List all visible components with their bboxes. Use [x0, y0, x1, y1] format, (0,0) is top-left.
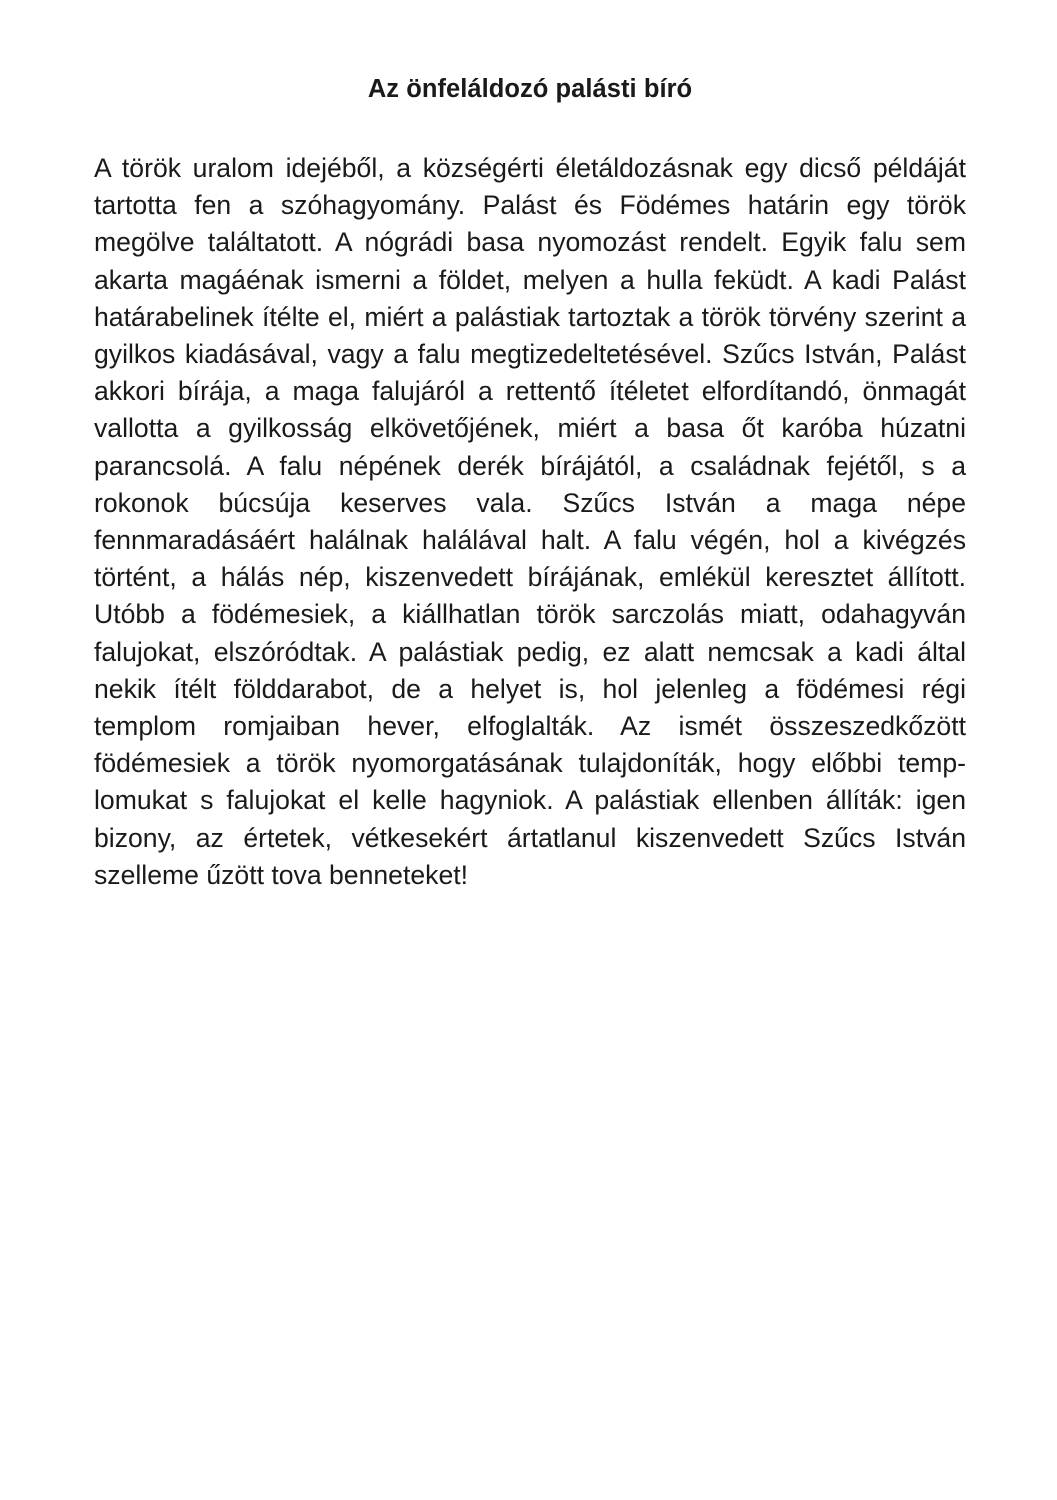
document-content [94, 72, 966, 894]
body-paragraph: A török uralom idejéből, a községérti életáldozásnak egy dicső példáját tartotta fen a szóhagyomány. Palást és Födémes határin egy török megölve találtatott. A nógrádi basa nyomozást rendelt. Egyik falu sem akarta magáénak ismerni a földet, melyen a hulla feküdt. A kadi Palást határabelinek ítélte el, miért a palástiak tartoztak a török törvény szerint a gyilkos kiadásával, vagy a falu megtizedeltetésével. Szűcs István, Palást akkori bírája, a maga falujáról a rettentő ítéletet elfordítandó, önmagát vallotta a gyilkosság elkövetőjének, miért a basa őt karóba húzatni parancsolá. A falu népének derék bírájától, a családnak fejétől, s a rokonok búcsúja keserves vala. Szűcs István a maga népe fennmaradásáért halálnak halálával halt. A falu végén, hol a kivégzés történt, a hálás nép, kiszenvedett bírájának, emlékül keresztet állított. Utóbb a födémesiek, a kiállhatlan török sarczolás miatt, odahagyván falujokat, elszóródtak. A palástiak pedig, ez alatt nemcsak a kadi által nekik ítélt földdarabot, de a helyet is, hol jelenleg a födémesi régi templom romjaiban hever, elfoglalták. Az ismét összeszedkőzött födémesiek a török nyomorgatásának tulajdoníták, hogy előbbi templomukat s falujokat el kelle hagyniok. A palástiak ellenben állíták: igen bizony, az értetek, vétkesekért ártatlanul kiszenvedett Szűcs István szelleme űzött tova benneteket! [94, 153, 966, 890]
page-title: Az önfeláldozó palásti bíró [367, 75, 693, 103]
